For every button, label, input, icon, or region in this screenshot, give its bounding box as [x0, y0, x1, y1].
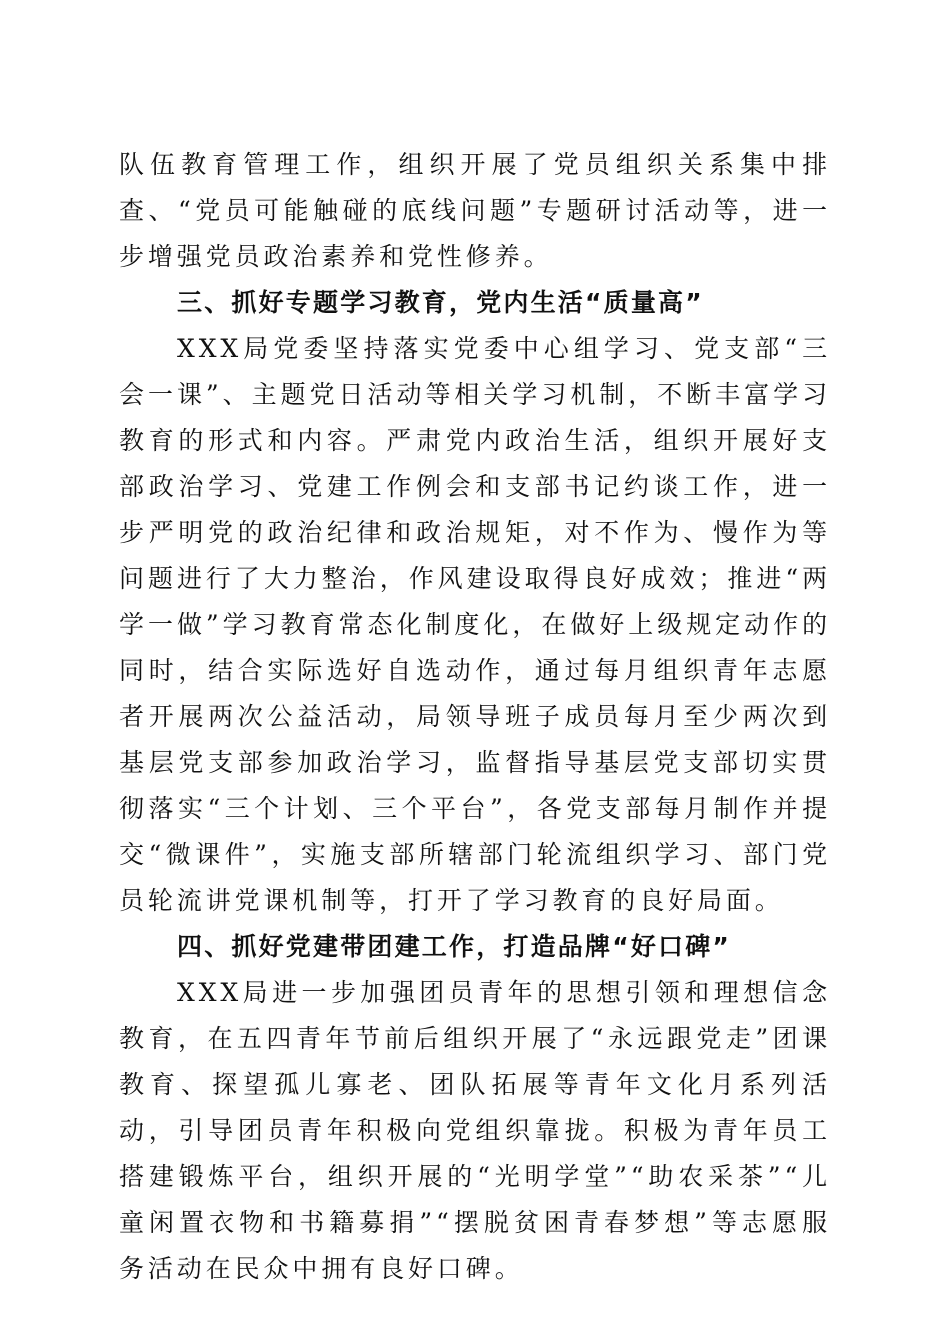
document-body — [119, 142, 831, 1292]
paragraph-youth-league: XXX局进一步加强团员青年的思想引领和理想信念教育，在五四青年节前后组织开展了“永远跟党走”团课教育、探望孤儿寡老、团队拓展等青年文化月系列活动，引导团员青年积极向党组织靠拢。积极为青年员工搭建锻炼平台，组织开展的“光明学堂”“助农采茶”“儿童闲置衣物和书籍募捐”“摆脱贫困青春梦想”等志愿服务活动在民众中拥有良好口碑。 — [119, 978, 831, 1283]
section-heading-3: 三、抓好专题学习教育，党内生活“质量高” — [177, 288, 704, 317]
paragraph-continuation: 队伍教育管理工作，组织开展了党员组织关系集中排查、“党员可能触碰的底线问题”专题研讨活动等，进一步增强党员政治素养和党性修养。 — [119, 150, 831, 271]
section-heading-4: 四、抓好党建带团建工作，打造品牌“好口碑” — [177, 932, 732, 961]
paragraph-study-education: XXX局党委坚持落实党委中心组学习、党支部“三会一课”、主题党日活动等相关学习机制，不断丰富学习教育的形式和内容。严肃党内政治生活，组织开展好支部政治学习、党建工作例会和支部书记约谈工作，进一步严明党的政治纪律和政治规矩，对不作为、慢作为等问题进行了大力整治，作风建设取得良好成效；推进“两学一做”学习教育常态化制度化，在做好上级规定动作的同时，结合实际选好自选动作，通过每月组织青年志愿者开展两次公益活动，局领导班子成员每月至少两次到基层党支部参加政治学习，监督指导基层党支部切实贯彻落实“三个计划、三个平台”，各党支部每月制作并提交“微课件”，实施支部所辖部门轮流组织学习、部门党员轮流讲党课机制等，打开了学习教育的良好局面。 — [119, 334, 831, 915]
